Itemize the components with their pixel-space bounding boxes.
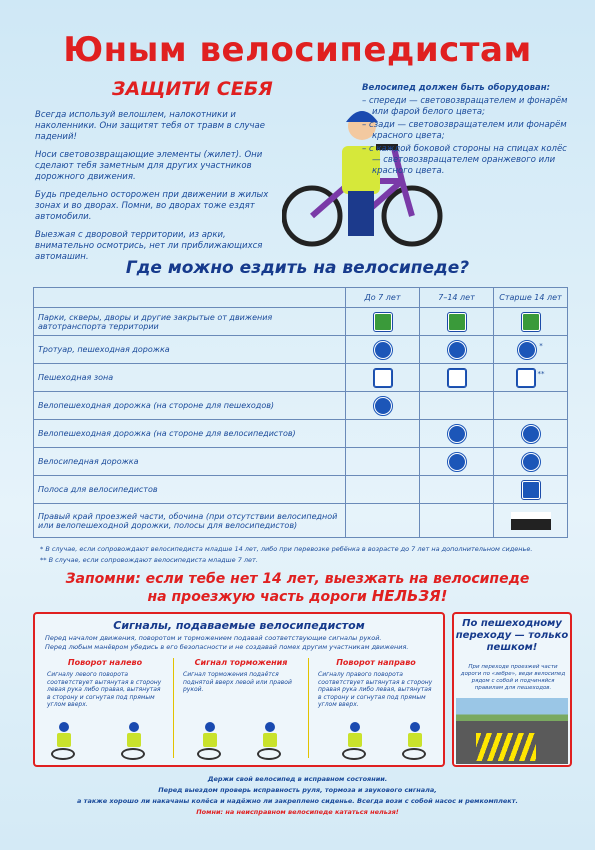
advice-warning: Помни: на неисправном велосипеде кататься нельзя!	[196, 808, 399, 816]
advice-line: а также хорошо ли накачаны колёса и надёжно ли закреплено сиденье. Всегда вози с собой насос и ремкомплект.	[77, 797, 518, 805]
row-label: Тротуар, пешеходная дорожка	[34, 336, 346, 364]
row-label: Велопешеходная дорожка (на стороне для пешеходов)	[34, 392, 346, 420]
signal-left-turn	[41, 658, 169, 763]
intro-paragraph: Выезжая с дворовой территории, из арки, внимательно осмотрись, нет ли приближающихся автомашин.	[35, 230, 263, 262]
pedestrian-zone-icon	[448, 369, 466, 387]
where-to-ride-table	[33, 287, 568, 538]
row-label: Правый край проезжей части, обочина (при отсутствии велосипедной или велопешеходной дорожки, полосы для велосипедистов)	[34, 504, 346, 538]
signals-title: Сигналы, подаваемые велосипедистом	[113, 619, 365, 632]
bike-ped-sign-icon	[374, 397, 392, 415]
signal-braking	[177, 658, 305, 763]
footnote: * В случае, если сопровождают велосипедиста младше 14 лет, либо при перевозке ребёнка в возрасте до 7 лет на дополнительном сиденье.	[40, 545, 533, 553]
footnote: ** В случае, если сопровождают велосипедиста младше 7 лет.	[40, 556, 258, 564]
table-row	[34, 504, 568, 538]
age-cell	[346, 420, 420, 448]
where-to-ride-heading: Где можно ездить на велосипеде?	[125, 258, 470, 278]
table-header-row	[34, 288, 568, 308]
zebra-crossing-illustration	[456, 698, 568, 764]
age-cell	[494, 364, 568, 392]
table-row	[34, 308, 568, 336]
row-label: Велопешеходная дорожка (на стороне для велосипедистов)	[34, 420, 346, 448]
intro-paragraph: Носи световозвращающие элементы (жилет). Они сделают тебя заметным для других участников дорожного движения.	[35, 150, 263, 182]
green-square-icon	[448, 313, 466, 331]
remember-warning	[0, 571, 595, 606]
age-cell	[346, 364, 420, 392]
signal-right-turn	[312, 658, 440, 763]
age-cell	[346, 308, 420, 336]
table-row	[34, 392, 568, 420]
signals-intro	[45, 634, 435, 652]
remember-line: Запомни: если тебе нет 14 лет, выезжать на велосипеде	[65, 571, 530, 587]
pedestrian-crossing-panel	[452, 612, 572, 767]
table-row	[34, 364, 568, 392]
signal-title: Сигнал торможения	[194, 658, 288, 667]
bike-ped-sign-icon	[448, 425, 466, 443]
cyclist-figure-icon	[402, 722, 428, 762]
pedestrian-sign-icon	[518, 341, 536, 359]
signal-text: Сигналу правого поворота соответствует вытянутая в сторону правая рука либо левая, вытянутая в сторону и согнутая под прямым углом вверх.	[318, 671, 433, 708]
remember-emphasis: НЕЛЬЗЯ!	[371, 587, 448, 605]
cyclist-figure-icon	[51, 722, 77, 762]
row-label: Полоса для велосипедистов	[34, 476, 346, 504]
pedestrian-sign-icon	[374, 341, 392, 359]
age-cell	[420, 336, 494, 364]
age-cell	[494, 336, 568, 364]
pedestrian-text: При переходе проезжей части дороги по «зебре», веди велосипед рядом с собой и подчиняйся правилам для пешеходов.	[460, 664, 566, 691]
row-label: Велосипедная дорожка	[34, 448, 346, 476]
table-header	[34, 288, 346, 308]
cyclist-figure-icon	[121, 722, 147, 762]
equipment-heading: Велосипед должен быть оборудован:	[362, 83, 550, 93]
safety-intro	[35, 110, 285, 270]
age-cell	[420, 420, 494, 448]
table-header: Старше 14 лет	[494, 288, 568, 308]
signal-title: Поворот направо	[336, 658, 416, 667]
divider	[308, 658, 309, 758]
pedestrian-zone-icon	[517, 369, 535, 387]
table-header: До 7 лет	[346, 288, 420, 308]
age-cell	[420, 308, 494, 336]
age-cell	[494, 448, 568, 476]
cyclist-figure-icon	[197, 722, 223, 762]
poster-title: Юным велосипедистам	[63, 30, 532, 70]
pedestrian-title: По пешеходному переходу — только пешком!	[455, 618, 569, 653]
age-cell	[420, 364, 494, 392]
row-label: Парки, скверы, дворы и другие закрытые от движения автотранспорта территории	[34, 308, 346, 336]
bike-lane-sign-icon	[522, 481, 540, 499]
age-cell	[494, 308, 568, 336]
equipment-item: – с каждой боковой стороны на спицах колёс — световозвращателем оранжевого или красного цвета.	[362, 144, 577, 177]
table-row	[34, 420, 568, 448]
signals-intro-line: Перед началом движения, поворотом и торможением подавай соответствующие сигналы рукой.	[45, 634, 382, 642]
age-cell	[346, 448, 420, 476]
age-cell	[494, 420, 568, 448]
signals-intro-line: Перед любым манёвром убедись в его безопасности и не создавай помех другим участникам движения.	[45, 643, 409, 651]
age-cell	[346, 476, 420, 504]
bicycle-sign-icon	[448, 453, 466, 471]
pedestrian-zone-icon	[374, 369, 392, 387]
footnote-marker: *	[539, 342, 543, 351]
age-cell	[494, 504, 568, 538]
age-cell	[346, 336, 420, 364]
bike-equipment-list	[362, 83, 577, 179]
bicycle-sign-icon	[522, 453, 540, 471]
age-cell	[420, 448, 494, 476]
row-label: Пешеходная зона	[34, 364, 346, 392]
age-cell	[494, 476, 568, 504]
equipment-item: – сзади — световозвращателем или фонарём красного цвета;	[362, 120, 577, 142]
intro-paragraph: Будь предельно осторожен при движении в жилых зонах и во дворах. Помни, во дворах тоже ездят автомобили.	[35, 190, 269, 222]
table-row	[34, 336, 568, 364]
signal-text: Сигналу левого поворота соответствует вытянутая в сторону левая рука либо правая, вытянутая в сторону и согнутая под прямым углом вверх.	[47, 671, 162, 708]
green-square-icon	[374, 313, 392, 331]
advice-line: Перед выездом проверь исправность руля, тормоза и звукового сигнала,	[158, 786, 437, 794]
cyclist-figure-icon	[342, 722, 368, 762]
divider	[173, 658, 174, 758]
footnote-marker: **	[537, 370, 545, 379]
equipment-item: – спереди — световозвращателем и фонарём или фарой белого цвета;	[362, 96, 577, 118]
pedestrian-sign-icon	[448, 341, 466, 359]
table-header: 7–14 лет	[420, 288, 494, 308]
age-cell	[494, 392, 568, 420]
maintenance-advice	[0, 774, 595, 818]
remember-line2	[0, 588, 595, 606]
table-row	[34, 448, 568, 476]
remember-line-text: на проезжую часть дороги	[147, 589, 372, 605]
signal-text: Сигнал торможения подаётся поднятой вверх левой или правой рукой.	[183, 671, 292, 693]
signal-title: Поворот налево	[67, 658, 143, 667]
age-cell	[346, 504, 420, 538]
age-cell	[420, 476, 494, 504]
poster-subtitle: ЗАЩИТИ СЕБЯ	[112, 78, 273, 100]
green-square-icon	[522, 313, 540, 331]
road-icon	[511, 512, 551, 530]
intro-paragraph: Всегда используй велошлем, налокотники и наколенники. Они защитят тебя от травм в случае падений!	[35, 110, 265, 142]
table-row	[34, 476, 568, 504]
advice-line: Держи свой велосипед в исправном состоянии.	[207, 775, 388, 783]
bike-ped-sign-icon	[522, 425, 540, 443]
age-cell	[420, 392, 494, 420]
cyclist-figure-icon	[257, 722, 283, 762]
age-cell	[346, 392, 420, 420]
age-cell	[420, 504, 494, 538]
signals-panel	[33, 612, 445, 767]
